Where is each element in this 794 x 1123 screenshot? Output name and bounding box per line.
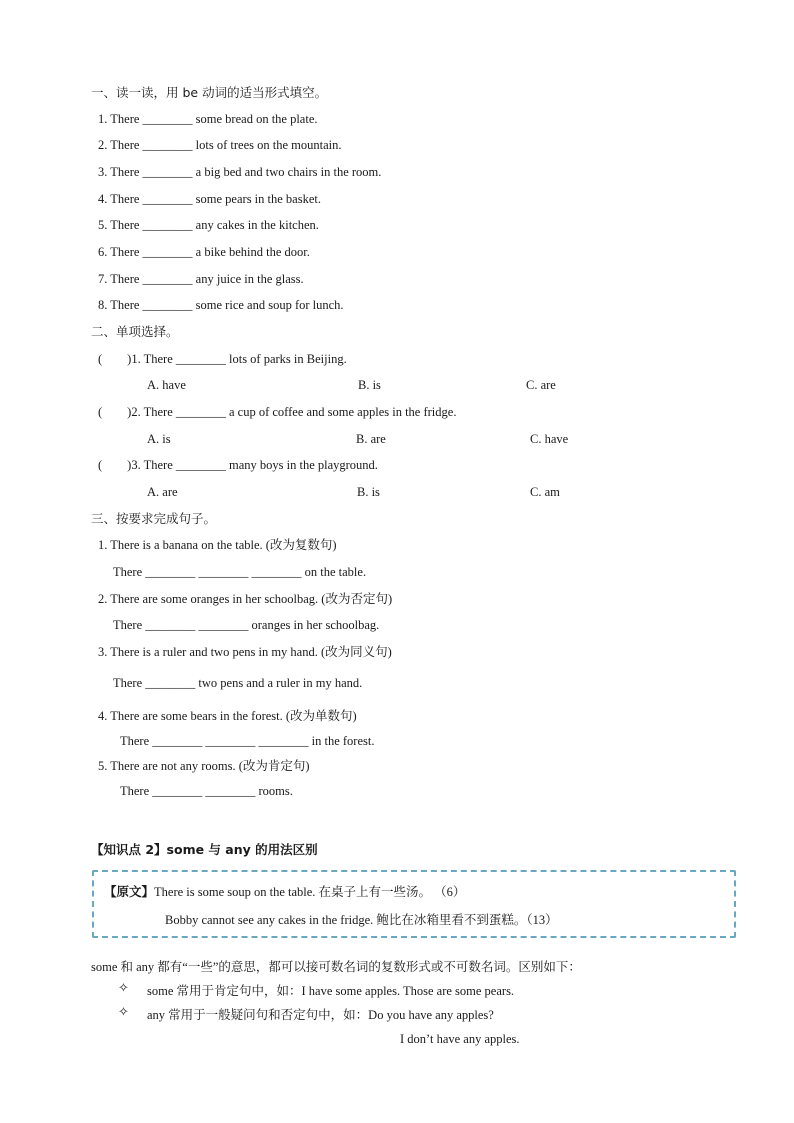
diamond-bullet-icon: ✧ <box>118 1005 129 1020</box>
rewrite-question-4: 4. There are some bears in the forest. (改为单数句) <box>98 709 357 723</box>
rewrite-answer-1: There ________ ________ ________ on the table. <box>113 565 367 579</box>
section1-item-8: 8. There ________ some rice and soup for lunch. <box>98 298 344 312</box>
original-text-line-1 <box>104 884 465 900</box>
original-sentence-2: Bobby cannot see any cakes in the fridge. 鲍比在冰箱里看不到蛋糕。（13） <box>165 913 558 927</box>
rewrite-question-5: 5. There are not any rooms. (改为肯定句) <box>98 759 310 773</box>
rewrite-answer-3: There ________ two pens and a ruler in my hand. <box>113 676 363 690</box>
mc-q3-option-a: A. are <box>147 485 178 499</box>
usage-any-example-2: I don’t have any apples. <box>400 1032 520 1046</box>
usage-any: any 常用于一般疑问句和否定句中，如：Do you have any apples? <box>147 1008 494 1022</box>
section1-heading: 一、读一读，用 be 动词的适当形式填空。 <box>91 85 328 100</box>
usage-some: some 常用于肯定句中，如：I have some apples. Those are some pears. <box>147 984 515 998</box>
section1-item-3: 3. There ________ a big bed and two chairs in the room. <box>98 165 382 179</box>
mc-q2-option-a: A. is <box>147 432 171 446</box>
mc-question-2: ( )2. There ________ a cup of coffee and some apples in the fridge. <box>98 405 457 419</box>
diamond-bullet-icon: ✧ <box>118 981 129 996</box>
mc-q2-option-c: C. have <box>530 432 569 446</box>
knowledge-point-title: 【知识点 2】some 与 any 的用法区别 <box>91 842 318 857</box>
usage-intro: some 和 any 都有“一些”的意思，都可以接可数名词的复数形式或不可数名词。区别如下： <box>91 960 581 974</box>
rewrite-answer-2: There ________ ________ oranges in her schoolbag. <box>113 618 380 632</box>
original-text-label: 【原文】 <box>104 884 155 899</box>
rewrite-answer-5: There ________ ________ rooms. <box>120 784 293 798</box>
mc-question-1: ( )1. There ________ lots of parks in Beijing. <box>98 352 347 366</box>
section3-heading: 三、按要求完成句子。 <box>91 511 217 526</box>
section1-item-6: 6. There ________ a bike behind the door. <box>98 245 310 259</box>
section2-heading: 二、单项选择。 <box>91 324 179 339</box>
rewrite-question-3: 3. There is a ruler and two pens in my hand. (改为同义句) <box>98 645 392 659</box>
mc-question-3: ( )3. There ________ many boys in the playground. <box>98 458 378 472</box>
section1-item-5: 5. There ________ any cakes in the kitchen. <box>98 218 319 232</box>
section1-item-4: 4. There ________ some pears in the basket. <box>98 192 321 206</box>
mc-q1-option-b: B. is <box>358 378 381 392</box>
mc-q2-option-b: B. are <box>356 432 386 446</box>
original-sentence-1: There is some soup on the table. 在桌子上有一些汤。 （6） <box>154 885 466 899</box>
rewrite-answer-4: There ________ ________ ________ in the forest. <box>120 734 375 748</box>
section1-item-1: 1. There ________ some bread on the plate. <box>98 112 318 126</box>
mc-q1-option-a: A. have <box>147 378 186 392</box>
mc-q3-option-b: B. is <box>357 485 380 499</box>
section1-item-7: 7. There ________ any juice in the glass. <box>98 272 304 286</box>
mc-q3-option-c: C. am <box>530 485 560 499</box>
section1-item-2: 2. There ________ lots of trees on the mountain. <box>98 138 342 152</box>
rewrite-question-2: 2. There are some oranges in her schoolbag. (改为否定句) <box>98 592 393 606</box>
mc-q1-option-c: C. are <box>526 378 556 392</box>
rewrite-question-1: 1. There is a banana on the table. (改为复数句) <box>98 538 337 552</box>
